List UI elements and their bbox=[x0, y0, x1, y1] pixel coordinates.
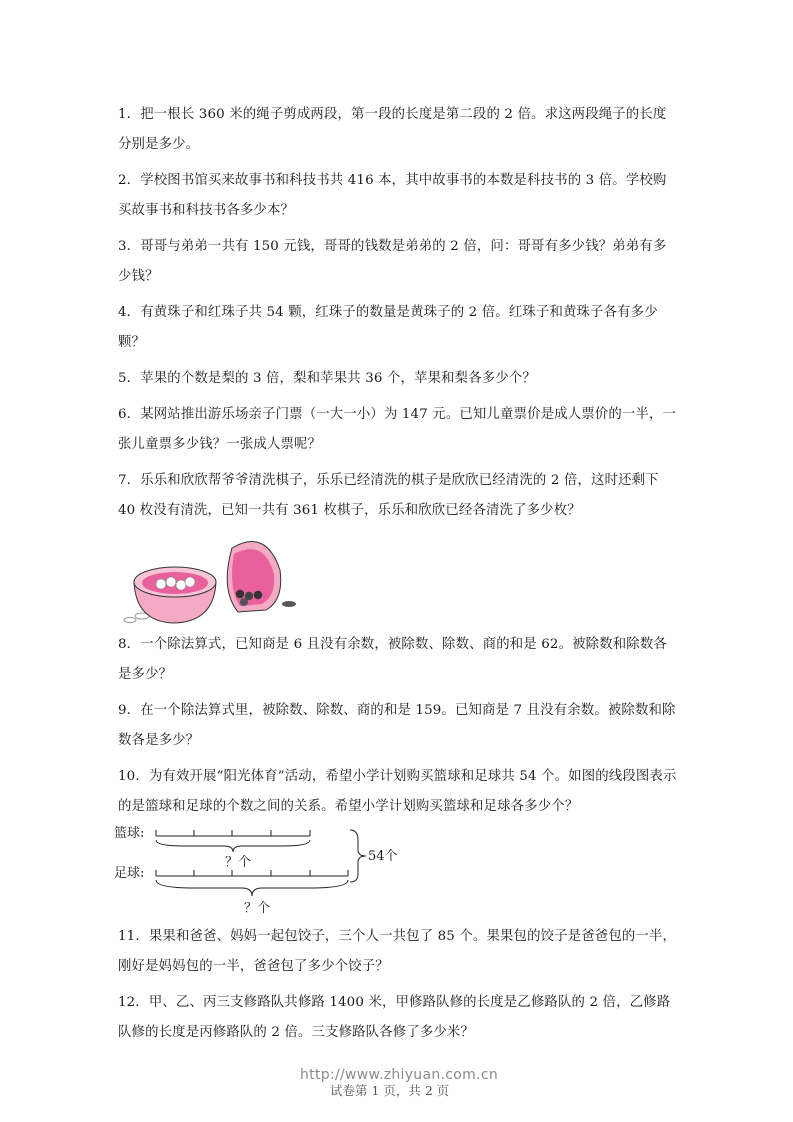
watermark: http://www.zhiyuan.com.cn bbox=[300, 1067, 498, 1083]
problem-12: 12．甲、乙、丙三支修路队共修路 1400 米，甲修路队修的长度是乙修路队的 2 倍，乙修路队修的长度是丙修路队的 2 倍。三支修路队各修了多少米？ bbox=[118, 995, 671, 1040]
total-label: 54个 bbox=[368, 849, 398, 864]
problem-list bbox=[114, 100, 678, 1048]
problem-4: 4．有黄珠子和红珠子共 54 颗，红珠子的数量是黄珠子的 2 倍。红珠子和黄珠子各有多少颗？ bbox=[118, 305, 658, 350]
problem-2: 2．学校图书馆买来故事书和科技书共 416 本，其中故事书的本数是科技书的 3 倍。学校购买故事书和科技书各多少本？ bbox=[118, 173, 667, 218]
problem-7: 7．乐乐和欣欣帮爷爷清洗棋子，乐乐已经清洗的棋子是欣欣已经清洗的 2 倍，这时还剩下 40 枚没有清洗，已知一共有 361 枚棋子，乐乐和欣欣已经各清洗了多少枚？ bbox=[118, 473, 659, 518]
problem-9: 9．在一个除法算式里，被除数、除数、商的和是 159。已知商是 7 且没有余数。被除数和除数各是多少？ bbox=[118, 703, 676, 748]
football-brace bbox=[156, 880, 348, 896]
football-segment bbox=[156, 870, 348, 876]
problem-8: 8．一个除法算式，已知商是 6 且没有余数，被除数、除数、商的和是 62。被除数和除数各是多少？ bbox=[118, 637, 667, 682]
football-question: ？个 bbox=[244, 901, 271, 916]
line-segment-diagram bbox=[114, 822, 434, 922]
football-label: 足球: bbox=[114, 866, 145, 881]
basketball-segment bbox=[156, 830, 310, 836]
problem-5: 5．苹果的个数是梨的 3 倍，梨和苹果共 36 个，苹果和梨各多少个？ bbox=[118, 371, 536, 386]
problem-3: 3．哥哥与弟弟一共有 150 元钱，哥哥的钱数是弟弟的 2 倍，问：哥哥有多少钱？弟弟有多少钱？ bbox=[118, 239, 667, 284]
basketball-question: ？个 bbox=[225, 855, 252, 870]
chess-bowls-illustration bbox=[116, 530, 306, 626]
total-brace bbox=[350, 830, 366, 882]
basketball-label: 篮球: bbox=[114, 826, 145, 841]
problem-11: 11．果果和爸爸、妈妈一起包饺子，三个人一共包了 85 个。果果包的饺子是爸爸包的一半，刚好是妈妈包的一半，爸爸包了多少个饺子？ bbox=[118, 929, 677, 974]
basketball-brace bbox=[156, 840, 310, 852]
problem-6: 6．某网站推出游乐场亲子门票（一大一小）为 147 元。已知儿童票价是成人票价的一半，一张儿童票多少钱？一张成人票呢？ bbox=[118, 407, 677, 452]
page-footer bbox=[0, 1067, 793, 1107]
problem-10: 10．为有效开展“阳光体育”活动，希望小学计划购买篮球和足球共 54 个。如图的线段图表示的是篮球和足球的个数之间的关系。希望小学计划购买篮球和足球各多少个？ bbox=[118, 769, 677, 814]
problem-1: 1．把一根长 360 米的绳子剪成两段，第一段的长度是第二段的 2 倍。求这两段绳子的长度分别是多少。 bbox=[118, 107, 667, 152]
page-number: 试卷第 1 页，共 2 页 bbox=[330, 1083, 450, 1098]
